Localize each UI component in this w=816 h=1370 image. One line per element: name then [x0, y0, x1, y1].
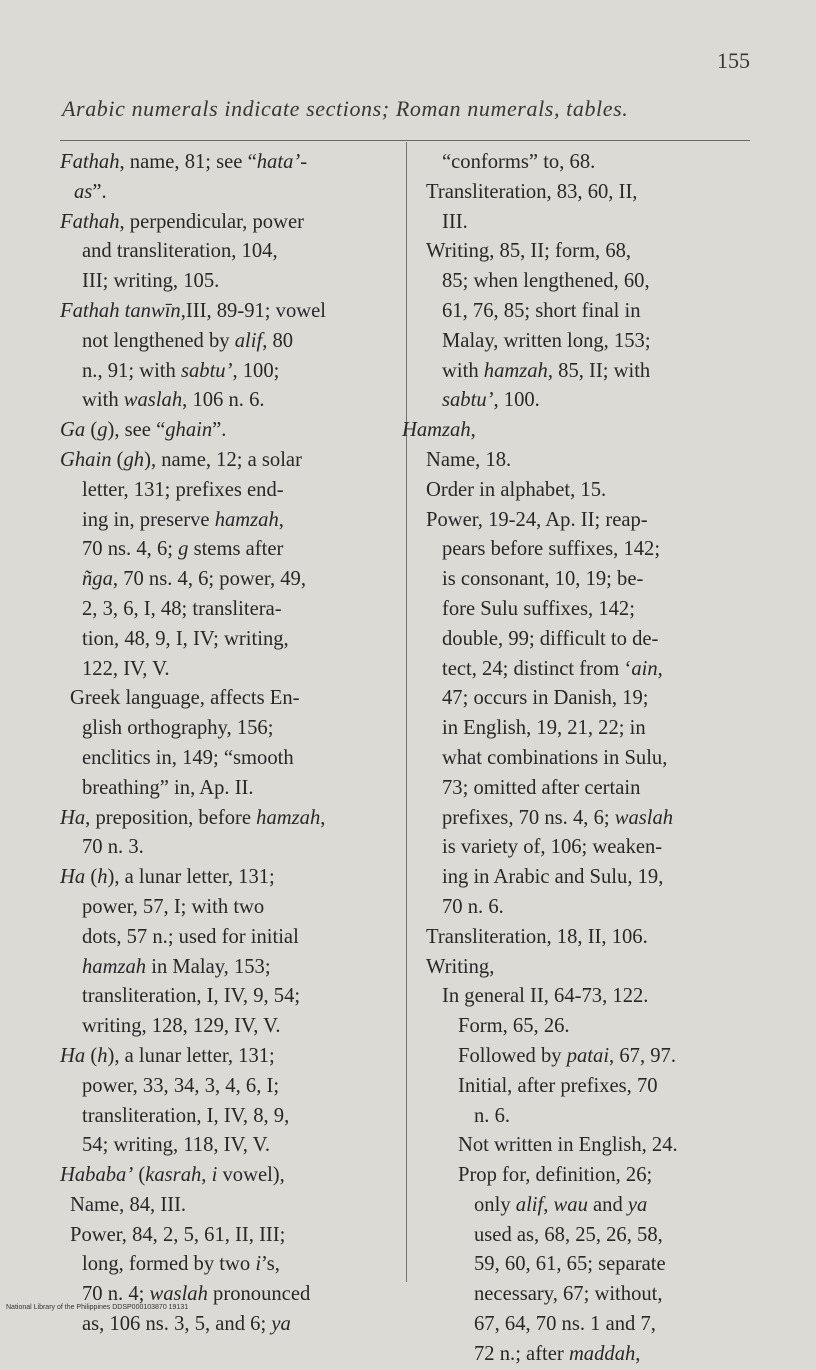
- index-term-italic: waslah: [123, 389, 183, 412]
- index-line: [402, 1280, 752, 1310]
- index-text: , preposition, before: [85, 806, 257, 829]
- index-text: writing, 128, 129, IV, V.: [82, 1015, 281, 1038]
- index-line: [60, 476, 396, 506]
- index-line: [402, 535, 752, 565]
- index-text: In general II, 64-73, 122.: [442, 985, 649, 1008]
- index-line: [402, 208, 752, 238]
- index-line: [402, 178, 752, 208]
- index-line: [402, 357, 752, 387]
- index-term-italic: Hababa’: [60, 1164, 134, 1187]
- index-line: [60, 446, 396, 476]
- index-term-italic: ya: [271, 1313, 291, 1336]
- index-line: [60, 327, 396, 357]
- index-line: [60, 386, 396, 416]
- index-text: , name, 81; see “: [119, 151, 257, 173]
- index-text: , 80: [262, 329, 294, 352]
- index-text: is variety of, 106; weaken-: [442, 836, 663, 859]
- index-text: 59, 60, 61, 65; separate: [474, 1253, 666, 1276]
- index-text: power, 57, I; with two: [82, 895, 265, 918]
- index-text: glish orthography, 156;: [82, 717, 274, 740]
- index-text: Writing,: [426, 955, 495, 978]
- index-line: [402, 1012, 752, 1042]
- index-line: [60, 1042, 396, 1072]
- index-text: (: [85, 419, 98, 442]
- index-text: necessary, 67; without,: [474, 1283, 663, 1306]
- index-term-italic: Ha: [60, 806, 86, 829]
- index-text: Followed by: [458, 1044, 567, 1067]
- index-text: letter, 131; prefixes end-: [82, 478, 284, 501]
- index-text: ,: [470, 419, 476, 442]
- index-text: tion, 48, 9, I, IV; writing,: [82, 627, 289, 650]
- index-line: [60, 863, 396, 893]
- index-text: power, 33, 34, 3, 4, 6, I;: [82, 1074, 280, 1097]
- index-text: , 100.: [493, 389, 540, 412]
- index-line: [402, 953, 752, 983]
- index-line: [60, 684, 396, 714]
- index-line: [402, 1250, 752, 1280]
- index-term-italic: i: [211, 1164, 218, 1187]
- index-text: in Malay, 153;: [146, 955, 271, 978]
- index-term-italic: hamzah: [214, 508, 279, 531]
- index-text: 85; when lengthened, 60,: [442, 270, 650, 293]
- index-text: is consonant, 10, 19; be-: [442, 568, 644, 591]
- index-line: [402, 1102, 752, 1132]
- index-text: tect, 24; distinct from ‘: [442, 657, 632, 680]
- index-line: [402, 833, 752, 863]
- index-text: Name, 18.: [426, 448, 512, 471]
- index-term-italic: Ha: [60, 1044, 86, 1067]
- index-text: Writing, 85, II; form, 68,: [426, 240, 632, 263]
- index-term-italic: patai: [566, 1044, 610, 1067]
- index-term-italic: i: [255, 1253, 262, 1276]
- index-text: not lengthened by: [82, 329, 235, 352]
- index-line: [402, 1072, 752, 1102]
- index-text: 70 n. 6.: [442, 895, 504, 918]
- index-term-italic: g: [97, 419, 108, 442]
- index-line: [402, 506, 752, 536]
- index-text: ,: [635, 1342, 641, 1365]
- index-text: n. 6.: [474, 1104, 511, 1127]
- index-term-italic: sabtu’: [442, 389, 494, 412]
- index-line: [60, 357, 396, 387]
- index-text: , 100;: [232, 359, 280, 382]
- index-line: [402, 1310, 752, 1340]
- index-line: [60, 923, 396, 953]
- index-term-italic: waslah: [614, 806, 674, 829]
- index-line: [402, 237, 752, 267]
- index-line: [60, 535, 396, 565]
- index-term-italic: Fathah tanwīn: [60, 299, 181, 322]
- index-column-left: [60, 148, 396, 1340]
- index-term-italic: ya: [627, 1193, 648, 1216]
- index-text: (: [85, 1044, 98, 1067]
- index-text: Form, 65, 26.: [458, 1015, 570, 1038]
- index-text: 2, 3, 6, I, 48; translitera-: [82, 597, 282, 620]
- index-text: enclitics in, 149; “smooth: [82, 746, 294, 769]
- index-line: [60, 148, 396, 178]
- index-line: [402, 655, 752, 685]
- index-text: ,III, 89-91; vowel: [180, 299, 326, 322]
- index-line: [402, 476, 752, 506]
- index-line: [60, 1310, 396, 1340]
- index-term-italic: Fathah: [60, 151, 120, 173]
- index-line: [402, 297, 752, 327]
- index-text: ,: [320, 806, 326, 829]
- index-line: [402, 804, 752, 834]
- index-line: [402, 893, 752, 923]
- index-text: III.: [442, 210, 468, 233]
- index-text: pronounced: [207, 1283, 311, 1306]
- index-line: [402, 148, 752, 178]
- index-line: [60, 714, 396, 744]
- index-text: ”.: [92, 180, 107, 203]
- index-text: Name, 84, III.: [70, 1193, 187, 1216]
- index-term-italic: ñga: [82, 568, 113, 591]
- index-text: as, 106 ns. 3, 5, and 6;: [82, 1313, 272, 1336]
- index-term-italic: Ghain: [60, 448, 112, 471]
- index-line: [402, 684, 752, 714]
- index-term-italic: alif: [515, 1193, 544, 1216]
- index-line: [60, 833, 396, 863]
- index-text: 61, 76, 85; short final in: [442, 299, 641, 322]
- index-text: 70 n. 4;: [82, 1283, 150, 1306]
- index-text: Order in alphabet, 15.: [426, 478, 607, 501]
- index-line: [402, 327, 752, 357]
- index-text: transliteration, I, IV, 8, 9,: [82, 1104, 290, 1127]
- index-line: [60, 1102, 396, 1132]
- index-term-italic: Fathah: [60, 210, 120, 233]
- index-term-italic: h: [97, 866, 108, 889]
- index-line: [60, 506, 396, 536]
- index-line: [402, 923, 752, 953]
- index-line: [60, 982, 396, 1012]
- index-term-italic: h: [97, 1044, 108, 1067]
- index-text: prefixes, 70 ns. 4, 6;: [442, 806, 615, 829]
- index-term-italic: Hamzah: [402, 419, 471, 442]
- index-line: [402, 982, 752, 1012]
- index-text: Power, 19-24, Ap. II; reap-: [426, 508, 648, 531]
- index-text: 70 ns. 4, 6;: [82, 538, 179, 561]
- index-line: [402, 1221, 752, 1251]
- index-line: [60, 1131, 396, 1161]
- index-text: ,: [657, 657, 663, 680]
- index-line: [60, 953, 396, 983]
- index-line: [60, 1221, 396, 1251]
- index-line: [60, 1191, 396, 1221]
- index-line: [402, 386, 752, 416]
- index-term-italic: ain: [631, 657, 658, 680]
- index-line: [60, 565, 396, 595]
- index-text: 67, 64, 70 ns. 1 and 7,: [474, 1313, 656, 1336]
- index-text: ,: [201, 1164, 212, 1187]
- index-text: Prop for, definition, 26;: [458, 1164, 653, 1187]
- index-term-italic: hamzah: [483, 359, 548, 382]
- index-term-italic: gh: [123, 448, 145, 471]
- index-text: , 67, 97.: [609, 1044, 676, 1067]
- index-line: [60, 178, 396, 208]
- index-term-italic: hamzah: [82, 955, 147, 978]
- index-text: double, 99; difficult to de-: [442, 627, 659, 650]
- index-line: [402, 416, 752, 446]
- index-term-italic: g: [178, 538, 189, 561]
- index-line: [60, 237, 396, 267]
- index-text: with: [82, 389, 124, 412]
- index-term-italic: sabtu’: [180, 359, 233, 382]
- index-text: Malay, written long, 153;: [442, 329, 651, 352]
- index-text: pears before suffixes, 142;: [442, 538, 661, 561]
- index-text: ), see “: [107, 419, 166, 442]
- index-text: long, formed by two: [82, 1253, 256, 1276]
- index-text: n., 91; with: [82, 359, 181, 382]
- index-text: III; writing, 105.: [82, 270, 220, 293]
- index-line: [60, 1012, 396, 1042]
- index-text: what combinations in Sulu,: [442, 746, 668, 769]
- index-text: Transliteration, 83, 60, II,: [426, 180, 638, 203]
- index-text: ing in, preserve: [82, 508, 215, 531]
- index-line: [402, 1191, 752, 1221]
- index-text: 54; writing, 118, IV, V.: [82, 1134, 271, 1157]
- index-text: stems after: [188, 538, 284, 561]
- index-text: breathing” in, Ap. II.: [82, 776, 254, 799]
- index-text: used as, 68, 25, 26, 58,: [474, 1223, 663, 1246]
- header-rule: [60, 140, 750, 141]
- index-text: Transliteration, 18, II, 106.: [426, 925, 648, 948]
- index-term-italic: waslah: [149, 1283, 208, 1306]
- index-text: ,: [278, 508, 284, 531]
- index-line: [402, 714, 752, 744]
- index-text: fore Sulu suffixes, 142;: [442, 597, 635, 620]
- index-line: [402, 863, 752, 893]
- index-text: vowel),: [217, 1164, 285, 1187]
- index-line: [402, 774, 752, 804]
- index-line: [60, 625, 396, 655]
- index-text: and transliteration, 104,: [82, 240, 278, 263]
- index-text: (: [85, 866, 98, 889]
- index-text: Initial, after prefixes, 70: [458, 1074, 658, 1097]
- index-line: [60, 744, 396, 774]
- index-term-italic: hamzah: [256, 806, 321, 829]
- index-line: [60, 655, 396, 685]
- index-line: [402, 625, 752, 655]
- index-text: dots, 57 n.; used for initial: [82, 925, 299, 948]
- index-line: [402, 565, 752, 595]
- index-text: (: [111, 448, 124, 471]
- index-text: , 70 ns. 4, 6; power, 49,: [112, 568, 306, 591]
- index-line: [402, 595, 752, 625]
- index-text: (: [133, 1164, 146, 1187]
- index-line: [60, 1161, 396, 1191]
- index-line: [402, 1161, 752, 1191]
- index-text: 70 n. 3.: [82, 836, 144, 859]
- index-line: [60, 595, 396, 625]
- index-text: 122, IV, V.: [82, 657, 170, 680]
- index-text: with: [442, 359, 484, 382]
- index-text: transliteration, I, IV, 9, 54;: [82, 985, 301, 1008]
- index-text: ), a lunar letter, 131;: [107, 866, 275, 889]
- index-text: , 85, II; with: [547, 359, 651, 382]
- index-line: [402, 1340, 752, 1370]
- index-text: Not written in English, 24.: [458, 1134, 678, 1157]
- index-text: Greek language, affects En-: [70, 687, 300, 710]
- index-text: ), a lunar letter, 131;: [107, 1044, 275, 1067]
- index-text: ”.: [212, 419, 227, 442]
- index-key-note: Arabic numerals indicate sections; Roman numerals, tables.: [62, 96, 629, 121]
- index-text: and: [587, 1193, 628, 1216]
- index-line: [60, 893, 396, 923]
- index-term-italic: wau: [553, 1193, 588, 1216]
- index-term-italic: ghain: [165, 419, 213, 442]
- index-term-italic: maddah: [568, 1342, 636, 1365]
- index-text: 73; omitted after certain: [442, 776, 641, 799]
- index-term-italic: hata’-: [256, 151, 308, 173]
- index-term-italic: as: [74, 180, 93, 203]
- index-term-italic: Ha: [60, 866, 86, 889]
- index-line: [60, 1072, 396, 1102]
- index-text: , 106 n. 6.: [182, 389, 265, 412]
- index-text: ing in Arabic and Sulu, 19,: [442, 866, 664, 889]
- index-text: Power, 84, 2, 5, 61, II, III;: [70, 1223, 286, 1246]
- index-line: [60, 804, 396, 834]
- index-text: 47; occurs in Danish, 19;: [442, 687, 649, 710]
- index-term-italic: kasrah: [145, 1164, 202, 1187]
- index-line: [60, 416, 396, 446]
- index-text: ), name, 12; a solar: [144, 448, 302, 471]
- index-term-italic: Ga: [60, 419, 86, 442]
- index-text: , perpendicular, power: [119, 210, 304, 233]
- index-line: [402, 1042, 752, 1072]
- page-number: 155: [717, 48, 750, 73]
- index-line: [60, 208, 396, 238]
- index-line: [402, 1131, 752, 1161]
- index-line: [60, 774, 396, 804]
- index-line: [402, 267, 752, 297]
- index-text: ,: [543, 1193, 554, 1216]
- index-text: only: [474, 1193, 516, 1216]
- index-term-italic: alif: [234, 329, 263, 352]
- index-line: [60, 1250, 396, 1280]
- index-text: in English, 19, 21, 22; in: [442, 717, 646, 740]
- index-line: [60, 297, 396, 327]
- index-text: 72 n.; after: [474, 1342, 569, 1365]
- index-line: [60, 267, 396, 297]
- scan-credit: National Library of the Philippines DDSP000103870 19131: [6, 1304, 189, 1311]
- index-text: ’s,: [261, 1253, 280, 1276]
- index-line: [402, 446, 752, 476]
- index-column-right: [402, 148, 752, 1370]
- index-text: “conforms” to, 68.: [442, 151, 596, 173]
- index-line: [402, 744, 752, 774]
